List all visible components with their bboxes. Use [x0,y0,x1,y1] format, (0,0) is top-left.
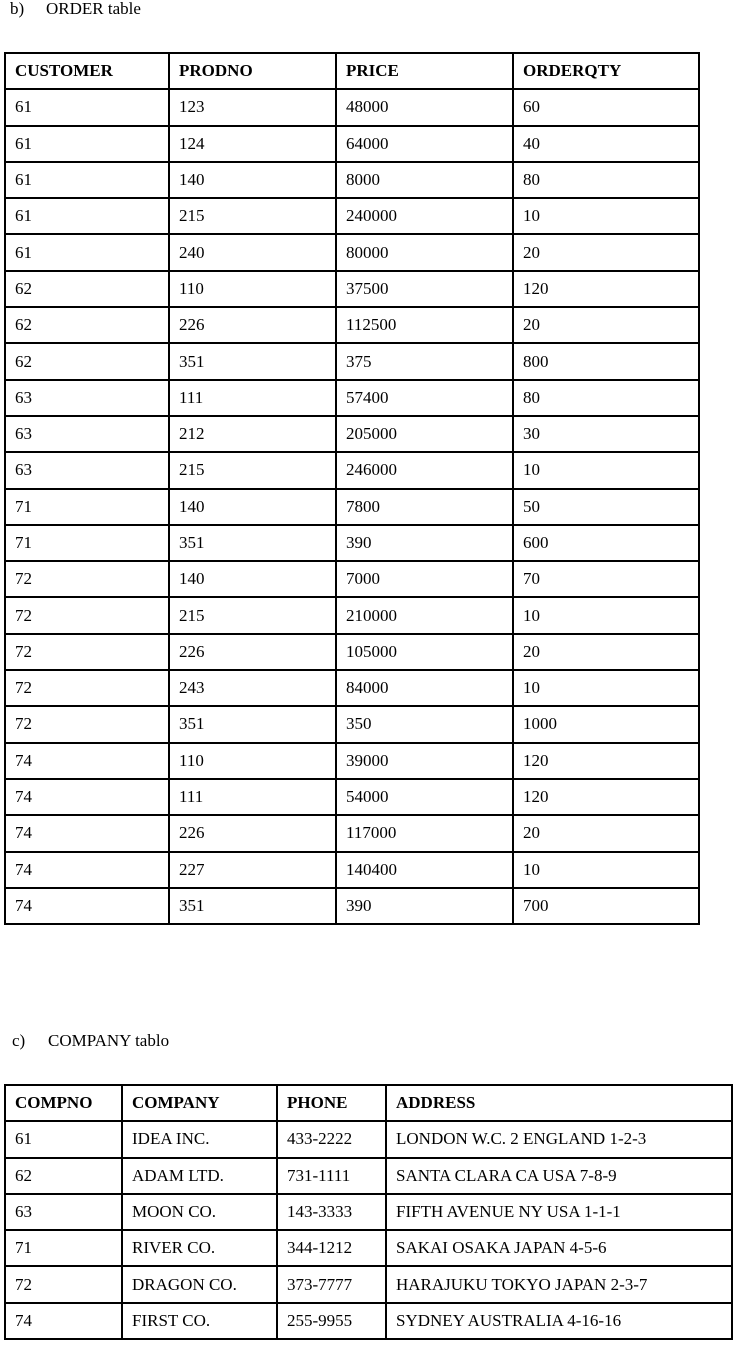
company-table-header [5,1085,732,1121]
order-table-cell: 140400 [336,852,513,888]
company-table-cell: 731-1111 [277,1158,386,1194]
order-table-row [5,743,699,779]
order-table-cell: 243 [169,670,336,706]
order-table-cell: 351 [169,706,336,742]
order-table-cell: 351 [169,888,336,924]
order-table-cell: 74 [5,888,169,924]
order-table-cell: 80 [513,380,699,416]
order-caption-label: b) [10,0,25,18]
company-table-caption [12,1031,169,1051]
order-table-cell: 39000 [336,743,513,779]
company-table-cell: 373-7777 [277,1266,386,1302]
order-table-cell: 71 [5,489,169,525]
order-table-cell: 72 [5,597,169,633]
company-table-cell: 255-9955 [277,1303,386,1339]
order-table-cell: 351 [169,343,336,379]
company-table-row [5,1194,732,1230]
order-table-cell: 74 [5,815,169,851]
order-table-cell: 140 [169,561,336,597]
order-table-cell: 215 [169,452,336,488]
order-table-cell: 226 [169,307,336,343]
order-table-cell: 215 [169,198,336,234]
order-table-row [5,670,699,706]
company-table-row [5,1230,732,1266]
company-table-cell: FIFTH AVENUE NY USA 1-1-1 [386,1194,732,1230]
order-table-cell: 600 [513,525,699,561]
order-table-cell: 10 [513,597,699,633]
order-table-cell: 105000 [336,634,513,670]
company-table-cell: MOON CO. [122,1194,277,1230]
order-table-cell: 63 [5,380,169,416]
company-table-row [5,1303,732,1339]
company-column-header: COMPNO [5,1085,122,1121]
order-table-cell: 20 [513,815,699,851]
order-table-row [5,343,699,379]
order-table-cell: 120 [513,743,699,779]
order-table-cell: 210000 [336,597,513,633]
company-table-cell: DRAGON CO. [122,1266,277,1302]
company-column-header: ADDRESS [386,1085,732,1121]
order-table-cell: 30 [513,416,699,452]
company-table-cell: 71 [5,1230,122,1266]
order-table-cell: 50 [513,489,699,525]
order-table-header [5,53,699,89]
order-table-cell: 80 [513,162,699,198]
order-table-cell: 1000 [513,706,699,742]
company-table-row [5,1158,732,1194]
order-table-cell: 10 [513,670,699,706]
order-table-cell: 375 [336,343,513,379]
order-table-cell: 61 [5,162,169,198]
order-table-cell: 10 [513,198,699,234]
order-table [4,52,700,925]
company-table-cell: HARAJUKU TOKYO JAPAN 2-3-7 [386,1266,732,1302]
company-table-cell: 61 [5,1121,122,1157]
order-table-cell: 60 [513,89,699,125]
order-table-cell: 212 [169,416,336,452]
order-table-cell: 20 [513,634,699,670]
order-table-cell: 350 [336,706,513,742]
order-table-cell: 54000 [336,779,513,815]
company-table-row [5,1121,732,1157]
company-table-cell: FIRST CO. [122,1303,277,1339]
order-table-caption [10,0,141,19]
order-table-row [5,198,699,234]
order-table-cell: 7000 [336,561,513,597]
order-table-row [5,888,699,924]
order-table-cell: 62 [5,271,169,307]
company-table-cell: ADAM LTD. [122,1158,277,1194]
order-table-row [5,380,699,416]
order-table-cell: 800 [513,343,699,379]
order-table-cell: 226 [169,815,336,851]
order-table-cell: 10 [513,452,699,488]
company-table-cell: 344-1212 [277,1230,386,1266]
order-table-cell: 112500 [336,307,513,343]
order-table-cell: 40 [513,126,699,162]
company-table [4,1084,733,1340]
order-table-cell: 140 [169,162,336,198]
order-table-row [5,307,699,343]
company-table-cell: 63 [5,1194,122,1230]
order-table-cell: 120 [513,271,699,307]
order-table-cell: 10 [513,852,699,888]
order-table-cell: 205000 [336,416,513,452]
company-caption-label: c) [12,1031,26,1050]
order-table-cell: 37500 [336,271,513,307]
company-table-cell: 72 [5,1266,122,1302]
company-table-cell: SAKAI OSAKA JAPAN 4-5-6 [386,1230,732,1266]
order-table-body [5,89,699,924]
order-table-row [5,634,699,670]
order-table-row [5,779,699,815]
order-table-cell: 61 [5,234,169,270]
order-table-cell: 390 [336,525,513,561]
order-table-cell: 80000 [336,234,513,270]
order-table-row [5,597,699,633]
order-table-row [5,89,699,125]
order-header-row [5,53,699,89]
order-table-cell: 111 [169,779,336,815]
order-table-cell: 246000 [336,452,513,488]
order-table-cell: 48000 [336,89,513,125]
order-table-row [5,271,699,307]
company-table-cell: SYDNEY AUSTRALIA 4-16-16 [386,1303,732,1339]
order-table-cell: 111 [169,380,336,416]
order-table-row [5,815,699,851]
order-table-cell: 84000 [336,670,513,706]
company-table-cell: 143-3333 [277,1194,386,1230]
order-table-cell: 72 [5,561,169,597]
order-column-header: PRICE [336,53,513,89]
order-table-cell: 240 [169,234,336,270]
company-caption-title: COMPANY tablo [48,1031,170,1050]
order-table-cell: 8000 [336,162,513,198]
company-table-body [5,1121,732,1339]
order-table-cell: 74 [5,743,169,779]
order-table-cell: 240000 [336,198,513,234]
order-table-cell: 63 [5,452,169,488]
order-table-row [5,416,699,452]
company-table-cell: RIVER CO. [122,1230,277,1266]
order-table-row [5,525,699,561]
order-table-cell: 123 [169,89,336,125]
order-table-cell: 124 [169,126,336,162]
order-table-cell: 71 [5,525,169,561]
order-column-header: CUSTOMER [5,53,169,89]
order-table-cell: 61 [5,198,169,234]
order-table-row [5,489,699,525]
order-table-row [5,162,699,198]
order-table-cell: 72 [5,706,169,742]
order-table-cell: 64000 [336,126,513,162]
order-table-cell: 7800 [336,489,513,525]
company-table-cell: SANTA CLARA CA USA 7-8-9 [386,1158,732,1194]
order-caption-title: ORDER table [46,0,141,18]
order-table-cell: 72 [5,634,169,670]
order-table-cell: 57400 [336,380,513,416]
company-column-header: COMPANY [122,1085,277,1121]
order-table-cell: 74 [5,779,169,815]
order-table-cell: 227 [169,852,336,888]
order-column-header: ORDERQTY [513,53,699,89]
order-table-row [5,234,699,270]
company-header-row [5,1085,732,1121]
order-table-cell: 70 [513,561,699,597]
company-table-cell: IDEA INC. [122,1121,277,1157]
order-table-cell: 120 [513,779,699,815]
order-table-cell: 110 [169,743,336,779]
order-table-cell: 140 [169,489,336,525]
order-table-cell: 20 [513,307,699,343]
order-table-cell: 110 [169,271,336,307]
order-table-cell: 700 [513,888,699,924]
order-table-cell: 215 [169,597,336,633]
order-table-cell: 74 [5,852,169,888]
company-table-cell: 74 [5,1303,122,1339]
company-table-cell: 62 [5,1158,122,1194]
order-table-cell: 20 [513,234,699,270]
order-table-cell: 63 [5,416,169,452]
order-table-row [5,561,699,597]
order-table-cell: 61 [5,89,169,125]
company-table-row [5,1266,732,1302]
company-column-header: PHONE [277,1085,386,1121]
company-table-cell: 433-2222 [277,1121,386,1157]
order-table-cell: 117000 [336,815,513,851]
company-table-cell: LONDON W.C. 2 ENGLAND 1-2-3 [386,1121,732,1157]
order-table-row [5,452,699,488]
order-table-cell: 390 [336,888,513,924]
order-table-cell: 72 [5,670,169,706]
order-table-row [5,852,699,888]
order-table-cell: 61 [5,126,169,162]
order-table-row [5,706,699,742]
order-table-row [5,126,699,162]
order-table-cell: 226 [169,634,336,670]
order-table-cell: 351 [169,525,336,561]
order-table-cell: 62 [5,307,169,343]
order-column-header: PRODNO [169,53,336,89]
order-table-cell: 62 [5,343,169,379]
